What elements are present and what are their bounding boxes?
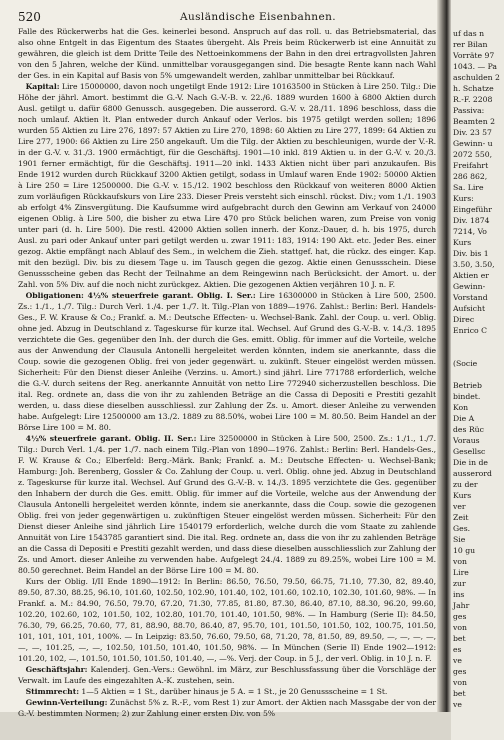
facing-page-line: Gewinn- u: [453, 139, 493, 148]
facing-page-line: Vorstand: [453, 293, 488, 302]
facing-page-line: 286 862,: [453, 172, 488, 181]
facing-page-line: Kurs: [453, 238, 472, 247]
obligationen-i-section: [18, 290, 436, 433]
facing-page-line: Jahr: [453, 601, 470, 610]
facing-page-line: ges: [453, 612, 467, 621]
facing-page-line: ausserord: [453, 469, 492, 478]
facing-page-line: Sie: [453, 535, 466, 544]
geschaeftsjahr-text: Kalenderj. Gen.-Vers.: Gewöhnl. im März, zur Beschlussfassung über die Vorschläge der Verwalt. im Laufe des eingezahlten A.-K. zustehen, sein.: [18, 665, 436, 685]
obligationen-i-text: Lire 16300000 in Stücken à Lire 500, 2500. Zs.: 1./1., 1./7. Tilg.: Durch Verl. 1./4. per 1./7. lt. Tilg.-Plan von 1889—1976. Zahlst.: Berlin: Berl. Handels-Ges., F. W. Krause & Co.; Frankf. a. M.: Deutsche Effecten- u. Wechsel-Bank. Zahl. der Coup. u. verl. Oblig. ohne jed. Abzug in Deutschland z. Tageskurse für kurze ital. Wechsel. Auf Grund des G.-V.-B. v. 14./3. 1895 verzichtete die Ges. gegenüber den Inh. der durch die Ges. emitt. Oblig. für immer auf die Vorteile, welche aus der Anwendung der Clausula Antonelli hergeleitet werden könnten, indem sie anerkannte, dass die Coup. sowie die gezogenen Oblig. frei von jeder gegenwärt. u. zukünft. Steuer eingelöst werden müssen. Sicherheit: Für den Dienst dieser Anleihe (Verzins. u. Amort.) sind jährl. Lire 771788 erforderlich, welche die G.-V. durch seitens der Reg. anerkannte Annuität von netto Lire 772940 sicherzustellen beschloss. Die ital. Reg. ordnete an, dass die von ihr zu zahlenden Beträge an die Cassa di Depositi e Prestiti gezahlt werden, u. dass diese dieselben ausschliessl. zur Zahlung der Zs. u. Amort. dieser Anleihe zu verwenden habe. Aufgelegt: Lire 12500000 am 13./2. 1889 zu 88.50%, wobei Lire 100 = M. 80.50. Beim Handel an der Börse Lire 100 = M. 80.: [18, 291, 436, 432]
geschaeftsjahr-section: [18, 664, 436, 686]
facing-page-line: Voraus: [453, 436, 480, 445]
facing-page-line: bindet.: [453, 392, 481, 401]
facing-page-line: zur: [453, 579, 466, 588]
page-number: 520: [18, 10, 41, 24]
main-column: [18, 0, 436, 718]
facing-page-line: R.-F. 2208: [453, 95, 493, 104]
facing-page-line: Beamten 2: [453, 117, 495, 126]
facing-page-line: Div. 23 57: [453, 128, 492, 137]
facing-page-line: Kurs: [453, 491, 472, 500]
facing-page-line: 3.50, 3.50,: [453, 260, 495, 269]
facing-page-line: Betrieb: [453, 381, 482, 390]
stimmrecht-text: 1—5 Aktien = 1 St., darüber hinaus je 5 A. = 1 St., je 20 Genussscheine = 1 St.: [81, 687, 388, 696]
facing-page-line: bet: [453, 634, 466, 643]
intro-paragraph: Falle des Rückerwerbs hat die Ges. keinerlei besond. Anspruch auf das roll. u. das Betriebsmaterial, das also ohne Entgelt in das Eigentum des Staates übergeht. Als Preis beim Rückerwerb ist eine Annuität zu gewähren, die gleich ist dem Dritte Teile des Nettoeinkommens der Bahn in den drei ertragvollsten Jahren von den 5 Jahren, welche der Künd. unmittelbar vorausgegangen sind. Die besagte Rente kann nach Wahl der Ges. in ein Kapital auf Basis von 5% umgewandelt werden, zahlbar unmittelbar bei Rückkauf.: [18, 27, 436, 80]
kurs-section: [18, 576, 436, 664]
facing-page-line: uf das n: [453, 29, 485, 38]
facing-page-line: des Rüc: [453, 425, 484, 434]
facing-page-line: ver: [453, 502, 466, 511]
facing-page-line: es: [453, 645, 462, 654]
obligationen-ii-text: Lire 32500000 in Stücken à Lire 500, 2500. Zs.: 1./1., 1./7. Tilg.: Durch Verl. 1./4. per 1./7. nach einem Tilg.-Plan von 1890—1976. Zahlst.: Berlin: Berl. Handels-Ges., F. W. Krause & Co.; Elberfeld: Berg.-Märk. Bank; Frankf. a. M.: Deutsche Effecten- u. Wechsel-Bank; Hamburg: Joh. Berenberg, Gossler & Co. Zahlung der Coup. u. verl. Oblig. ohne jed. Abzug in Deutschland z. Tageskurse für kurze ital. Wechsel. Auf Grund des G.-V.-B. v. 14./3. 1895 verzichtete die Ges. gegenüber den Inhabern der durch die Ges. emitt. Oblig. für immer auf die Vorteile, welche aus der Anwendung der Clausula Antonelli hergeleitet werden könnte, indem sie anerkannte, dass die Coup. sowie die gezogenen Oblig. frei von jeder gegenwärtigen u. zukünftigen Steuer eingelöst werden müssen. Sicherheit: Für den Dienst dieser Anleihe sind jährlich Lire 1540179 erforderlich, welche durch die vom Staate zu zahlende Annuität von Lire 1543785 garantiert sind. Die ital. Reg. ordnete an, dass die von ihr zu zahlenden Beträge an die Cassa di Depositi e Prestiti gezahlt werden, und dass diese dieselben ausschliesslich zur Zahlung der Zs. und Amort. dieser Anleihe zu verwenden habe. Aufgelegt 24./4. 1889 zu 89.25%, wobei Lire 100 = M. 80.50 gerechnet. Beim Handel an der Börse Lire 100 = M. 80.: [18, 434, 436, 575]
facing-page-line: Eingeführ: [453, 205, 492, 214]
running-head: Ausländische Eisenbahnen.: [180, 11, 336, 23]
gewinn-section: [18, 697, 436, 719]
obligationen-i-label: Obligationen: 4½% steuerfreie garant. Oblig. I. Ser.:: [25, 291, 256, 300]
facing-page-line: ges: [453, 667, 467, 676]
facing-page-line: Die in de: [453, 458, 488, 467]
facing-page-line: Aktien er: [453, 271, 489, 280]
kurs-text: In Berlin: 86.50, 76.50, 79.50, 66.75, 71.10, 77.30, 82, 89.40, 89.50, 87.30, 88.25, 96.10, 101.60, 102.50, 102.90, 101.40, 102, 101.60, 102.10, 102.30, 101.60, 98%. — In Frankf. a. M.: 84.90, 76.50, 79.70, 67.20, 71.30, 77.85, 81.80, 87.30, 86.40, 87.10, 88.30, 96.20, 99.60, 102.20, 102.60, 102, 101.50, 102, 102.80, 101.70, 101.40, 101.50, 98%. — In Hamburg (Serie II): 84.50, 76.30, 79, 66.25, 70.60, 77, 81, 88.90, 88.70, 86.40, 87, 95.70, 101, 101.50, 101.50, 102, 100.75, 101.50, 101, 101, 101, 101, 100%. — In Leipzig: 83.50, 76.60, 79.50, 68, 71.20, 78, 81.50, 89, 89.50, —, —, —, —, —, —, 101.25, —, —, 102.50, 101.50, 101.40, 101.50, 98%. — In München (Serie II) Ende 1902—1912: 101.20, 102, —, 101.50, 101.50, 101.50, 101.40, —, —%. Verj. der Coup. in 5 J., der verl. Oblig. in 10 J. n. F.: [18, 577, 436, 663]
facing-page-line: Div. 1874: [453, 216, 490, 225]
kurs-label: Kurs der Oblig. I/II Ende 1890—1912:: [25, 577, 181, 586]
article-body: [18, 26, 436, 719]
facing-page-line: Passiva:: [453, 106, 485, 115]
facing-page-fragment: [451, 0, 504, 740]
facing-page-line: ve: [453, 700, 462, 709]
stimmrecht-section: [18, 686, 436, 697]
page-header: [18, 0, 436, 26]
facing-page-line: Die A: [453, 414, 475, 423]
kapital-label: Kapital:: [25, 82, 60, 91]
facing-page-line: [451, 369, 504, 380]
facing-page-line: Sa. Lire: [453, 183, 484, 192]
facing-page-line: [451, 347, 504, 358]
facing-page-line: Freifahrt: [453, 161, 489, 170]
facing-page-line: h. Schatze: [453, 84, 494, 93]
facing-page-line: aschulden 2: [453, 73, 500, 82]
kapital-section: [18, 81, 436, 290]
gewinn-text: Zunächst 5% z. R.-F., vom Rest 1) zur Amort. der Aktien nach Massgabe der von der G.-V. bestimmten Normen; 2) zur Zahlung einer ersten Div. von 5%: [18, 698, 436, 718]
facing-page-line: von: [453, 623, 467, 632]
facing-page-line: 2072 550,: [453, 150, 493, 159]
facing-page-line: rer Bilan: [453, 40, 488, 49]
facing-page-line: (Socie: [453, 359, 478, 368]
kapital-text: Lire 15000000, davon noch ungetilgt Ende 1912: Lire 10163500 in Stücken à Lire 250. Tilg.: Die Höhe der jährl. Amort. bestimmt die G.-V. Nach G.-V.-B. v. 22./6. 1889 wurden 1600 à 6800 Aktien durch Ausl. getilgt u. dafür 6800 Genussch. ausgegeben. Die ausserord. G.-V. v. 28./11. 1896 beschloss, dass die noch umlauf. Aktien lt. Plan entweder durch Ankauf oder Verlos. bis 1975 getilgt werden sollen; 1896 wurden 55 Aktien zu Lire 276, 1897: 57 Aktien zu Lire 270, 1898: 60 Aktien zu Lire 277, 1899: 64 Aktien zu Lire 277, 1900: 66 Aktien zu Lire 250 angekauft. Um die Tilg. der Aktien zu beschleunigen, wurde der V.-R. in der G.-V. v. 31./3. 1900 ermächtigt, für die Geschäftsj. 1901—10 inkl. 819 Aktien u. in der G.-V. v. 20./3. 1901 ferner ermächtigt, für die Geschäftsj. 1911—20 inkl. 1433 Aktien nicht über pari anzukaufen. Bis Ende 1912 wurden durch Rückkauf 3200 Aktien getilgt, sodass in Umlauf waren Ende 1902: 50000 Aktien à Lire 250 = Lire 12500000. Die G.-V. v. 15./12. 1902 beschloss den Rückkauf von weiteren 8000 Aktien zum vorläufigen Rückkaufskurs von Lire 233. Dieser Preis versteht sich einschl. rückst. Div.; vom 1./1. 1903 ab erfolgt 4% Zinsvergütung. Die Kaufsumme wird aufgebracht durch den Gewinn am Verkauf von 24000 eigenen Oblig. à Lire 500, die bisher zu etwa Lire 470 pro Stück belichen waren, zum Preise von vonig unter pari (d. h. Lire 500). Die restl. 42000 Aktien sollen innerh. der Konz.-Dauer, d. h. bis 1975, durch Ausl. zu pari oder Ankauf unter pari getilgt werden u. zwar 1911: 183, 1914: 190 Akt. etc. Jeder Bes. einer gezog. Aktie empfängt nach Ablauf des Sem., in welchem die Zieh. stattgef. hat, die rückz. des einger. Kap. mit den bezügl. Div. bis zu diesem Tage u. im Tausch gegen die gezog. Aktie einen Genussschein. Diese Genussscheine geben das Recht der Teilnahme an dem Reingewinn nach Berücksicht. der Amort. u. der Zahl. von 5% Div. auf die noch nicht zurückgez. Aktien. Die gezogenen Aktien verjähren 10 J. n. F.: [18, 82, 436, 289]
facing-page-line: Zeit: [453, 513, 469, 522]
facing-page-line: zu der: [453, 480, 478, 489]
facing-page-line: von: [453, 678, 467, 687]
facing-page-line: Gewinn-: [453, 282, 486, 291]
facing-page-line: bet: [453, 689, 466, 698]
facing-page-line: Lire: [453, 568, 469, 577]
facing-page-line: ins: [453, 590, 465, 599]
facing-page-line: ve: [453, 656, 462, 665]
obligationen-ii-label: 4½% steuerfreie garant. Oblig. II. Ser.:: [25, 434, 197, 443]
facing-page-line: [451, 336, 504, 347]
stimmrecht-label: Stimmrecht:: [25, 687, 79, 696]
facing-page-line: Kon: [453, 403, 469, 412]
facing-page-line: Gesellsc: [453, 447, 486, 456]
facing-page-line: Enrico C: [453, 326, 487, 335]
gewinn-label: Gewinn-Verteilung:: [25, 698, 108, 707]
facing-page-line: 7214, Vo: [453, 227, 487, 236]
facing-page-line: Vorräte 97: [453, 51, 495, 60]
geschaeftsjahr-label: Geschäftsjahr:: [25, 665, 88, 674]
book-gutter-shadow: [437, 0, 451, 712]
facing-page-line: 10 gu: [453, 546, 476, 555]
facing-page-line: Aufsicht: [453, 304, 486, 313]
facing-page-line: Kurs:: [453, 194, 474, 203]
obligationen-ii-section: [18, 433, 436, 576]
facing-page-line: Div. bis 1: [453, 249, 489, 258]
facing-page-line: Direc: [453, 315, 475, 324]
facing-page-line: Ges.: [453, 524, 471, 533]
facing-page-line: von: [453, 557, 467, 566]
facing-page-line: 1043. — Pa: [453, 62, 497, 71]
